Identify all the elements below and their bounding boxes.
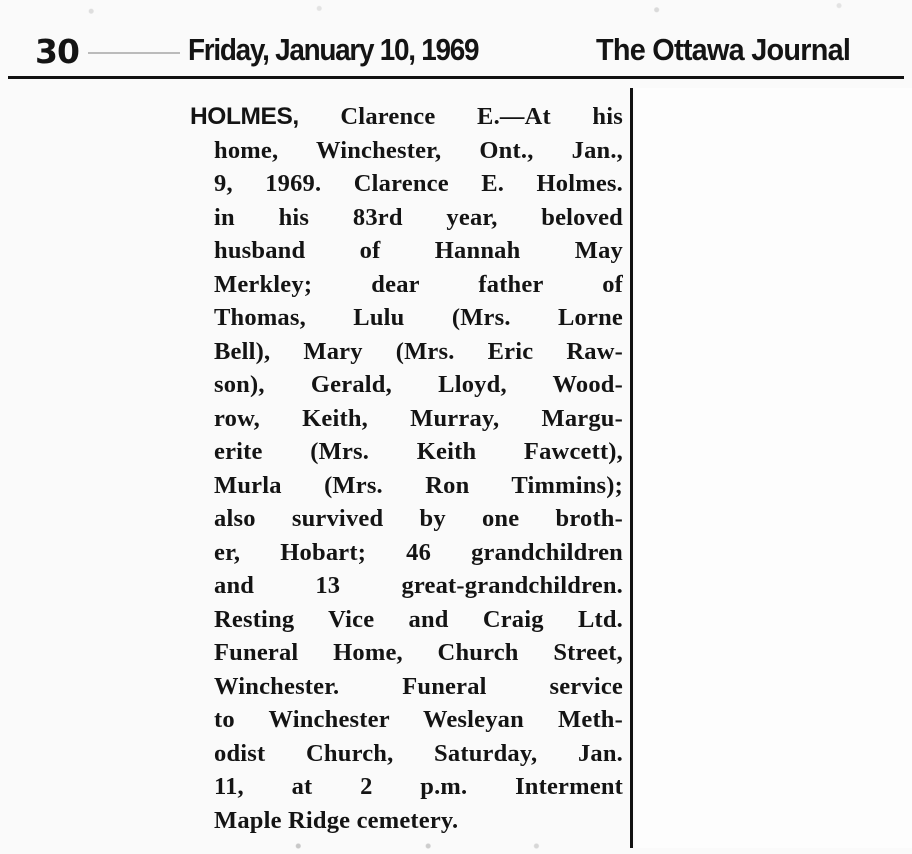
obituary-line: in his 83rd year, beloved [214,203,623,231]
scan-artifacts [0,0,912,28]
obituary-line: son), Gerald, Lloyd, Wood- [214,371,623,398]
scan-artifacts-bottom [190,842,623,850]
obituary-line: er, Hobart; 46 grandchildren [214,538,623,566]
obituary-line: 9, 1969. Clarence E. Holmes. [214,170,623,197]
obituary-line: row, Keith, Murray, Margu- [214,404,623,432]
obituary-line: home, Winchester, Ont., Jan., [214,136,623,164]
obituary-line: Maple Ridge cemetery. [214,806,459,834]
obituary-line: also survived by one broth- [214,505,623,532]
publication-date: Friday, January 10, 1969 [188,32,479,67]
obituary-line: to Winchester Wesleyan Meth- [214,706,623,733]
newspaper-page-header [0,28,912,80]
obituary-line: Funeral Home, Church Street, [214,639,623,666]
obituary-line: Murla (Mrs. Ron Timmins); [214,471,623,499]
obituary-line: Resting Vice and Craig Ltd. [214,605,623,633]
obituary-line: 11, at 2 p.m. Interment [214,773,623,800]
obituary-line: husband of Hannah May [214,237,623,264]
obituary-notice [190,100,623,840]
obituary-line: Thomas, Lulu (Mrs. Lorne [214,304,623,331]
obituary-line: erite (Mrs. Keith Fawcett), [214,438,623,465]
header-rule [8,76,904,79]
obituary-line: Winchester. Funeral service [214,672,623,700]
obituary-line-1 [190,100,623,134]
header-dash [88,52,180,54]
column-rule [630,88,633,848]
newspaper-name: The Ottawa Journal [596,32,851,67]
obituary-line-text: Clarence E.—At his [298,103,623,130]
obituary-line: Bell), Mary (Mrs. Eric Raw- [214,337,623,365]
obituary-line: odist Church, Saturday, Jan. [214,739,623,767]
obituary-text [190,100,623,837]
obituary-line: and 13 great-grandchildren. [214,572,623,599]
obituary-line: Merkley; dear father of [214,270,623,298]
obituary-surname: HOLMES, [190,103,299,130]
blank-column [635,88,912,848]
page-number: 30 [35,32,79,71]
